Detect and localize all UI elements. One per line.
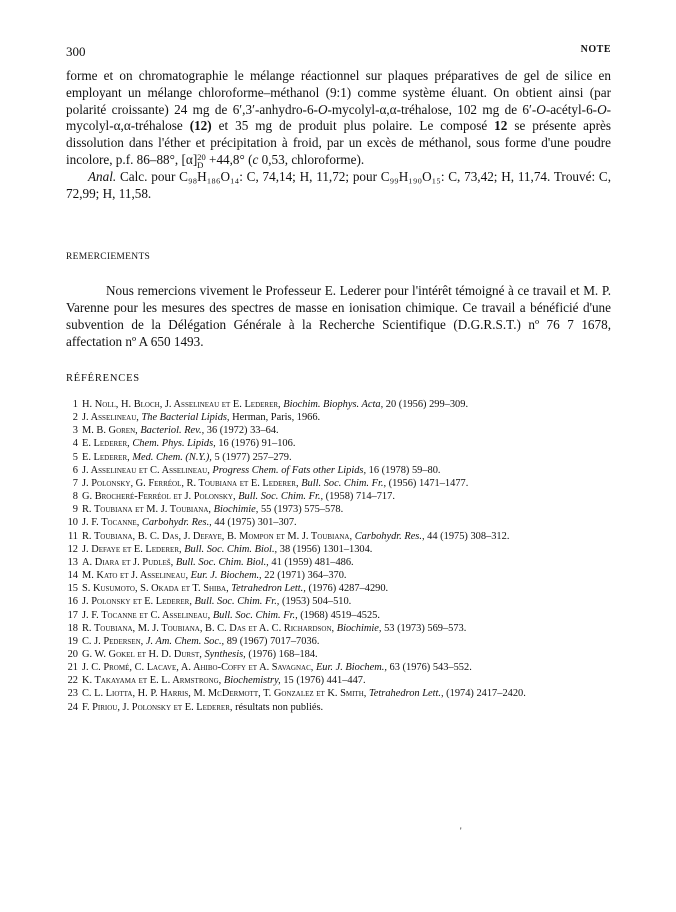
reference-source: Chem. Phys. Lipids, [132, 438, 216, 450]
reference-source: Eur. J. Biochem., [190, 570, 262, 582]
reference-authors: G. W. Gokel et H. D. Durst, [82, 648, 202, 660]
reference-source: Eur. J. Biochem., [315, 662, 387, 674]
reference-details: (1976) 168–184. [248, 648, 318, 660]
reference-authors: S. Kusumoto, S. Okada et T. Shiba, [82, 583, 229, 595]
reference-authors: J. Defaye et E. Lederer, [82, 543, 182, 555]
reference-source: Bull. Soc. Chim. Fr., [238, 491, 324, 503]
reference-item [66, 398, 614, 411]
compound-ref: (12) [189, 118, 212, 134]
reference-source: Bull. Soc. Chim. Biol., [175, 556, 269, 568]
reference-number: 6 [72, 464, 78, 476]
reference-details: (1976) 4287–4290. [308, 583, 389, 595]
reference-item [66, 411, 614, 424]
reference-details: 53 (1973) 569–573. [384, 622, 467, 634]
reference-authors: E. Lederer, [82, 451, 130, 463]
reference-authors: J. F. Tocanne et C. Asselineau, [82, 609, 211, 621]
reference-number: 17 [67, 609, 78, 621]
reference-number: 18 [67, 622, 78, 634]
reference-item [66, 477, 614, 490]
reference-number: 4 [72, 438, 78, 450]
page-header [66, 44, 611, 60]
reference-item [66, 701, 614, 714]
reference-number: 20 [67, 648, 78, 660]
reference-item [66, 464, 614, 477]
reference-details: 55 (1973) 575–578. [260, 504, 344, 516]
reference-source: Progress Chem. of Fats other Lipids, [212, 464, 367, 476]
reference-source: Biochim. Biophys. Acta, [283, 399, 384, 410]
compound-ref: 12 [494, 118, 508, 134]
reference-source: Biochimie, [213, 504, 259, 516]
reference-number: 7 [72, 477, 78, 489]
reference-authors: M. Kato et J. Asselineau, [82, 570, 189, 582]
reference-details: 44 (1975) 301–307. [214, 517, 297, 529]
reference-number: 2 [72, 412, 78, 424]
reference-item [66, 437, 614, 450]
reference-item [66, 530, 614, 543]
reference-source: Synthesis, [204, 648, 246, 660]
reference-authors: E. Lederer, [82, 438, 130, 450]
reference-details: 89 (1967) 7017–7036. [226, 635, 320, 647]
reference-authors: F. Piriou, J. Polonsky et E. Lederer, [82, 701, 233, 713]
reference-item [66, 648, 614, 661]
reference-details: 20 (1956) 299–309. [385, 399, 469, 410]
reference-item [66, 569, 614, 582]
reference-item [66, 687, 614, 700]
reference-authors: H. Noll, H. Bloch, J. Asselineau et E. Lederer, [82, 399, 281, 410]
reference-source: Bull. Soc. Chim. Biol., [184, 543, 278, 555]
reference-number: 12 [67, 543, 78, 555]
body-paragraph-2: Anal. Calc. pour C₉₈H₁₈₆O₁₄: C, 74,14; H, 11,72; pour C₉₉H₁₉₀O₁₅: C, 73,42; H, 11,74. Trouvé: C, 72,99; H, 11,58. [66, 168, 611, 201]
reference-authors: J. C. Promé, C. Lacave, A. Ahibo-Coffy et A. Savagnac, [82, 662, 314, 674]
footer-mark: ' [460, 826, 462, 836]
reference-number: 13 [67, 556, 78, 568]
reference-authors: C. J. Pedersen, [82, 635, 144, 647]
reference-item [66, 543, 614, 556]
reference-number: 1 [72, 399, 78, 410]
reference-item [66, 556, 614, 569]
reference-authors: J. Polonsky et E. Lederer, [82, 596, 192, 608]
reference-authors: J. F. Tocanne, [82, 517, 140, 529]
reference-number: 24 [67, 701, 78, 713]
reference-source: J. Am. Chem. Soc., [145, 635, 225, 647]
reference-source: Carbohydr. Res., [354, 530, 425, 542]
reference-number: 19 [67, 635, 78, 647]
reference-item [66, 582, 614, 595]
reference-number: 10 [67, 517, 78, 529]
reference-details: résultats non publiés. [235, 701, 324, 713]
reference-source: Bull. Soc. Chim. Fr., [194, 596, 280, 608]
acknowledgements-heading: REMERCIEMENTS [66, 252, 151, 262]
reference-details: (1953) 504–510. [282, 596, 352, 608]
reference-source: Bacteriol. Rev., [140, 425, 205, 437]
reference-item [66, 661, 614, 674]
reference-authors: J. Asselineau, [82, 412, 139, 424]
reference-authors: R. Toubiana, B. C. Das, J. Defaye, B. Mompon et M. J. Toubiana, [82, 530, 353, 542]
reference-number: 9 [72, 504, 78, 516]
reference-details: 63 (1976) 543–552. [389, 662, 472, 674]
reference-details: 38 (1956) 1301–1304. [279, 543, 373, 555]
reference-authors: M. B. Goren, [82, 425, 138, 437]
reference-number: 16 [67, 596, 78, 608]
reference-source: Biochemistry, [223, 675, 281, 687]
reference-number: 11 [67, 530, 78, 542]
reference-source: Bull. Soc. Chim. Fr., [301, 477, 387, 489]
references-list [66, 398, 614, 714]
reference-details: 16 (1976) 91–106. [218, 438, 296, 450]
reference-authors: C. L. Liotta, H. P. Harris, M. McDermott, T. Gonzalez et K. Smith, [82, 688, 367, 700]
acknowledgements-text: Nous remercions vivement le Professeur E. Lederer pour l'intérêt témoigné à ce travail et M. P. Varenne pour les mesures des spectres de masse en ionisation chimique. Ce travail a bénéficié d'une subvention de la Délégation Générale à la Recherche Scientifique (D.G.R.S.T.) nº 76 7 1678, affectation nº A 650 1493. [66, 283, 611, 349]
running-head: NOTE [580, 44, 611, 55]
reference-source: The Bacterial Lipids, [141, 412, 230, 424]
reference-item [66, 595, 614, 608]
reference-authors: R. Toubiana, M. J. Toubiana, B. C. Das et A. C. Richardson, [82, 622, 335, 634]
reference-details: 44 (1975) 308–312. [427, 530, 510, 542]
reference-authors: A. Diara et J. Pudleš, [82, 556, 174, 568]
reference-item [66, 490, 614, 503]
reference-number: 8 [72, 491, 78, 503]
reference-details: 5 (1977) 257–279. [214, 451, 292, 463]
reference-details: (1974) 2417–2420. [446, 688, 526, 700]
reference-item [66, 674, 614, 687]
reference-details: 41 (1959) 481–486. [271, 556, 354, 568]
reference-authors: K. Takayama et E. L. Armstrong, [82, 675, 222, 687]
reference-source: Carbohydr. Res., [141, 517, 212, 529]
reference-details: 15 (1976) 441–447. [283, 675, 366, 687]
reference-details: (1968) 4519–4525. [300, 609, 380, 621]
reference-number: 23 [67, 688, 78, 700]
reference-number: 21 [67, 662, 78, 674]
reference-item [66, 622, 614, 635]
reference-item [66, 635, 614, 648]
reference-source: Med. Chem. (N.Y.), [132, 451, 212, 463]
reference-item [66, 424, 614, 437]
reference-authors: J. Polonsky, G. Ferréol, R. Toubiana et E. Lederer, [82, 477, 299, 489]
reference-details: (1958) 714–717. [325, 491, 395, 503]
reference-details: 22 (1971) 364–370. [264, 570, 347, 582]
reference-details: 16 (1978) 59–80. [368, 464, 441, 476]
reference-source: Bull. Soc. Chim. Fr., [212, 609, 298, 621]
reference-source: Biochimie, [336, 622, 382, 634]
reference-number: 22 [67, 675, 78, 687]
reference-authors: G. Brocheré-Ferréol et J. Polonsky, [82, 491, 236, 503]
reference-item [66, 609, 614, 622]
reference-number: 14 [67, 570, 78, 582]
reference-source: Tetrahedron Lett., [368, 688, 444, 700]
references-heading: RÉFÉRENCES [66, 373, 140, 384]
body-paragraph-1: forme et on chromatographie le mélange réactionnel sur plaques préparatives de gel de silice en employant un mélange chloroforme–méthanol (9:1) comme système éluant. On obtient ainsi (par polarité croissante) 24 mg de 6′,3′-anhydro-6-O-mycolyl-α,α-tréhalose, 102 mg de 6′-O-acétyl-6-O-mycolyl-α,α-tréhalose (12) et 35 mg de produit plus polaire. Le composé 12 se présente après dissolution dans l'éther et précipitation à froid, par un excès de méthanol, sous forme d'une poudre incolore, p.f. 86–88°, [α] 20 D +44,8° (c 0,53, chloroforme). [66, 68, 611, 170]
reference-number: 3 [72, 425, 78, 437]
body-text [66, 68, 611, 203]
reference-authors: R. Toubiana et M. J. Toubiana, [82, 504, 212, 516]
reference-details: (1956) 1471–1477. [388, 477, 469, 489]
reference-number: 5 [72, 451, 78, 463]
page-number: 300 [66, 44, 86, 59]
reference-authors: J. Asselineau et C. Asselineau, [82, 464, 210, 476]
reference-item [66, 503, 614, 516]
reference-details: 36 (1972) 33–64. [206, 425, 279, 437]
reference-item [66, 451, 614, 464]
reference-item [66, 516, 614, 529]
reference-details: Herman, Paris, 1966. [232, 412, 321, 424]
reference-number: 15 [67, 583, 78, 595]
reference-source: Tetrahedron Lett., [231, 583, 306, 595]
